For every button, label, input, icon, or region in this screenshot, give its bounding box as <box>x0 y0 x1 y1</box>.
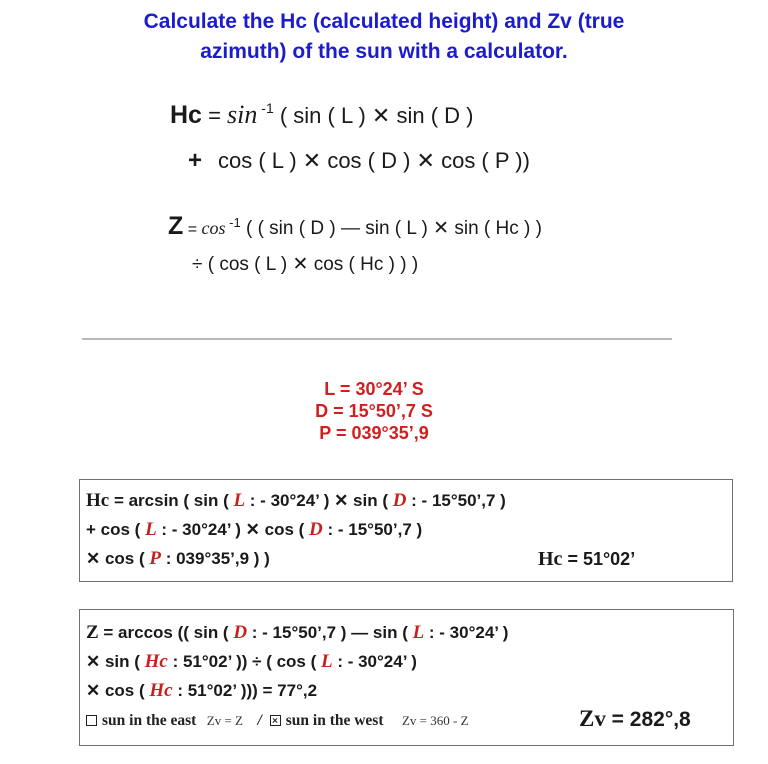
hc-calculation-box <box>79 479 733 582</box>
west-formula: Zv = 360 - Z <box>401 713 469 728</box>
east-label: sun in the east <box>102 712 197 729</box>
sun-position-options <box>86 712 469 730</box>
zv-result: Zv = 282°,8 <box>579 706 691 731</box>
east-checkbox[interactable] <box>86 715 97 726</box>
west-checkbox-checked[interactable] <box>270 715 281 726</box>
z-calc-line-1: Z = arccos (( sin ( D : - 15°50’,7 ) — sin ( L : - 30°24’ ) <box>86 622 509 643</box>
given-lha: P = 039°35’,9 <box>319 423 429 443</box>
east-formula: Zv = Z <box>206 713 243 728</box>
hc-formula-line-2: + cos ( L ) ✕ cos ( D ) ✕ cos ( P )) <box>188 147 530 174</box>
z-symbol: Z <box>168 212 184 240</box>
west-label: sun in the west <box>285 712 384 729</box>
hc-calc-line-1: Hc = arcsin ( sin ( L : - 30°24’ ) ✕ sin ( D : - 15°50’,7 ) <box>86 490 506 511</box>
z-formula-line-1: Z = cos $^{-1}$ ( ( sin ( D ) — sin ( L ) ✕ sin ( Hc ) ) <box>168 212 542 240</box>
hc-formula-line-1: Hc = sin $^{-1}$ ( sin ( L ) ✕ sin ( D ) <box>170 99 474 129</box>
page-title <box>0 7 768 67</box>
z-calc-line-2: ✕ sin ( Hc : 51°02’ )) ÷ ( cos ( L : - 30°24’ ) <box>86 651 417 672</box>
arcsin-func: sin <box>227 100 258 129</box>
plus-sign: + <box>188 147 203 174</box>
hc-calc-line-3: ✕ cos ( P : 039°35’,9 ) ) <box>86 548 270 569</box>
arccos-func: cos <box>201 218 226 238</box>
hc-result: Hc = 51°02’ <box>538 548 636 570</box>
z-calculation-box <box>79 609 734 746</box>
given-latitude: L = 30°24’ S <box>324 379 424 399</box>
separator: / <box>257 712 262 729</box>
divider <box>82 338 672 340</box>
given-values <box>274 378 474 444</box>
z-calc-line-3: ✕ cos ( Hc : 51°02’ ))) = 77°,2 <box>86 680 318 701</box>
title-line-2: azimuth) of the sun with a calculator. <box>200 40 568 63</box>
z-formula-line-2: ÷ ( cos ( L ) ✕ cos ( Hc ) ) ) <box>192 254 419 275</box>
hc-calc-line-2: + cos ( L : - 30°24’ ) ✕ cos ( D : - 15°50’,7 ) <box>86 519 423 540</box>
title-line-1: Calculate the Hc (calculated height) and Zv (true <box>143 10 625 33</box>
hc-symbol: Hc <box>170 101 202 129</box>
given-declination: D = 15°50’,7 S <box>315 401 433 421</box>
